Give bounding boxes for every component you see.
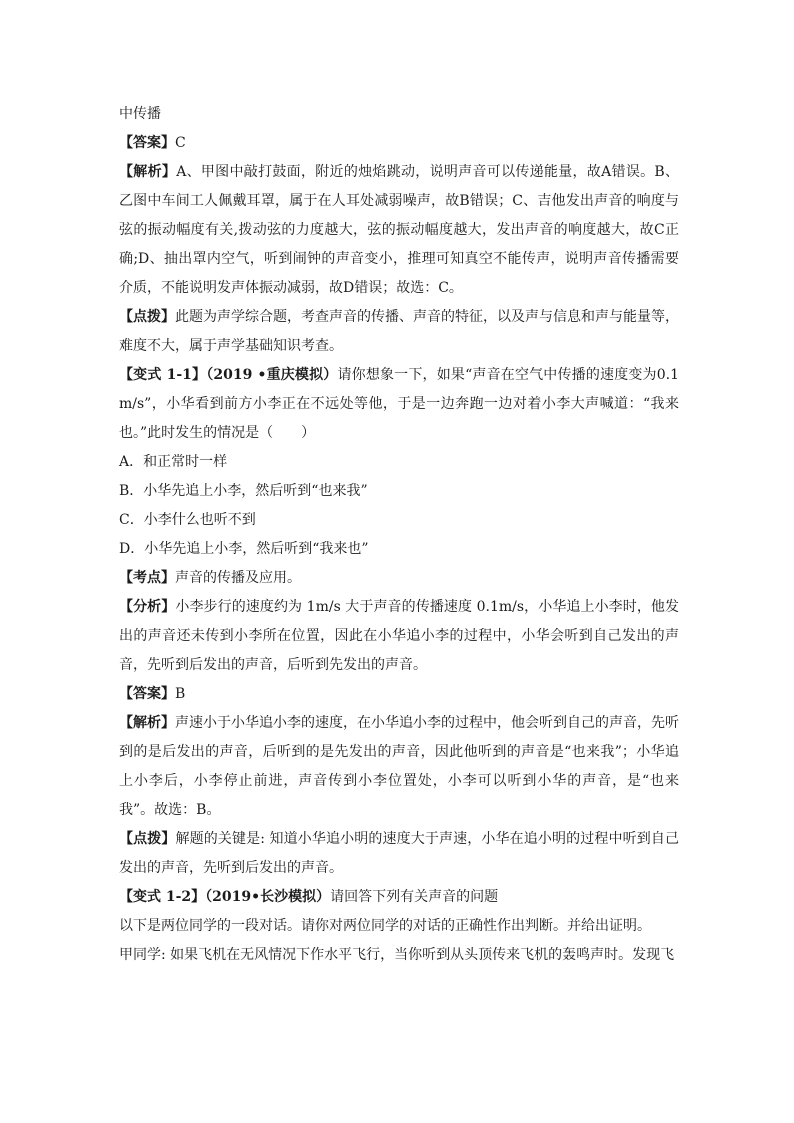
- variant-1-question: [119, 361, 679, 448]
- variant-2-source: （2019•长沙模拟）: [205, 889, 331, 905]
- analysis-paragraph: [119, 158, 679, 303]
- variant-2-line-2: 以下是两位同学的一段对话。请你对两位同学的对话的正确性作出判断。并给出证明。: [119, 918, 651, 934]
- variant-1-tip-paragraph: [119, 825, 679, 883]
- variant-1-analysis-label: 【解析】: [119, 715, 175, 731]
- variant-2-line-3: 甲同学: 如果飞机在无风情况下作水平飞行，当你听到从头顶传来飞机的轰鸣声时。发现飞: [119, 947, 675, 963]
- answer-label: 【答案】: [119, 135, 175, 151]
- answer-line: [119, 129, 679, 158]
- tip-text: 此题为声学综合题，考查声音的传播、声音的特征，以及声与信息和声与能量等，难度不大，属于声学基础知识考查。: [119, 309, 679, 354]
- option-d: D．小华先追上小李，然后听到“我来也”: [119, 541, 369, 557]
- variant-1-answer-label: 【答案】: [119, 686, 175, 702]
- document-page: [119, 100, 679, 970]
- variant-2-question-text: 请回答下列有关声音的问题: [330, 889, 499, 905]
- variant-1-label: 【变式 1-1】: [119, 367, 207, 383]
- variant-1-answer-line: [119, 680, 679, 709]
- answer-value: C: [175, 135, 186, 151]
- variant-1-analysis-paragraph: [119, 709, 679, 825]
- fenxi-label: 【分析】: [119, 599, 176, 615]
- variant-1-tip-label: 【点拨】: [119, 831, 176, 847]
- variant-2-question: [119, 883, 679, 912]
- variant-1-tip-text: 解题的关键是: 知道小华追小明的速度大于声速，小华在追小明的过程中听到自己发出的声音，先听到后发出的声音。: [119, 831, 679, 876]
- tip-label: 【点拨】: [119, 309, 175, 325]
- kaodian-text: 声音的传播及应用。: [175, 570, 301, 586]
- kaodian-paragraph: [119, 564, 679, 593]
- variant-1-question-text: 请你想象一下，如果“声音在空气中传播的速度变为0.1m/s”，小华看到前方小李正在不远处等他，于是一边奔跑一边对着小李大声喊道：“我来也。”此时发生的情况是（ ）: [119, 367, 679, 441]
- analysis-text: A、甲图中敲打鼓面，附近的烛焰跳动，说明声音可以传递能量，故A错误。B、乙图中车间工人佩戴耳罩，属于在人耳处减弱噪声，故B错误；C、吉他发出声音的响度与弦的振动幅度有关,拨动弦的力度越大，弦的振动幅度越大，发出声音的响度越大，故C正确;D、抽出罩内空气，听到闹钟的声音变小，推理可知真空不能传声，说明声音传播需要介质，不能说明发声体振动减弱，故D错误；故选：C。: [119, 164, 680, 296]
- kaodian-label: 【考点】: [119, 570, 175, 586]
- option-b: B．小华先追上小李，然后听到“也来我”: [119, 483, 368, 499]
- variant-1-answer-value: B: [175, 686, 186, 702]
- tip-paragraph: [119, 303, 679, 361]
- fenxi-paragraph: [119, 593, 679, 680]
- analysis-label: 【解析】: [119, 164, 177, 180]
- variant-1-source: （2019 •重庆模拟）: [206, 367, 338, 383]
- option-c: C．小李什么也听不到: [119, 512, 256, 528]
- continuation-line: 中传播: [119, 106, 161, 122]
- variant-2-label: 【变式 1-2】: [119, 889, 206, 905]
- option-a: A．和正常时一样: [119, 454, 228, 470]
- variant-1-analysis-text: 声速小于小华追小李的速度，在小华追小李的过程中，他会听到自己的声音，先听到的是后发出的声音，后听到的是先发出的声音，因此他听到的声音是“也来我”；小华追上小李后，小李停止前进，声音传到小李位置处，小李可以听到小华的声音，是“也来我”。故选：B。: [119, 715, 679, 818]
- fenxi-text: 小李步行的速度约为 1m/s 大于声音的传播速度 0.1m/s，小华追上小李时，他发出的声音还未传到小李所在位置，因此在小华追小李的过程中，小华会听到自己发出的声音，先听到后发出的声音，后听到先发出的声音。: [119, 599, 680, 673]
